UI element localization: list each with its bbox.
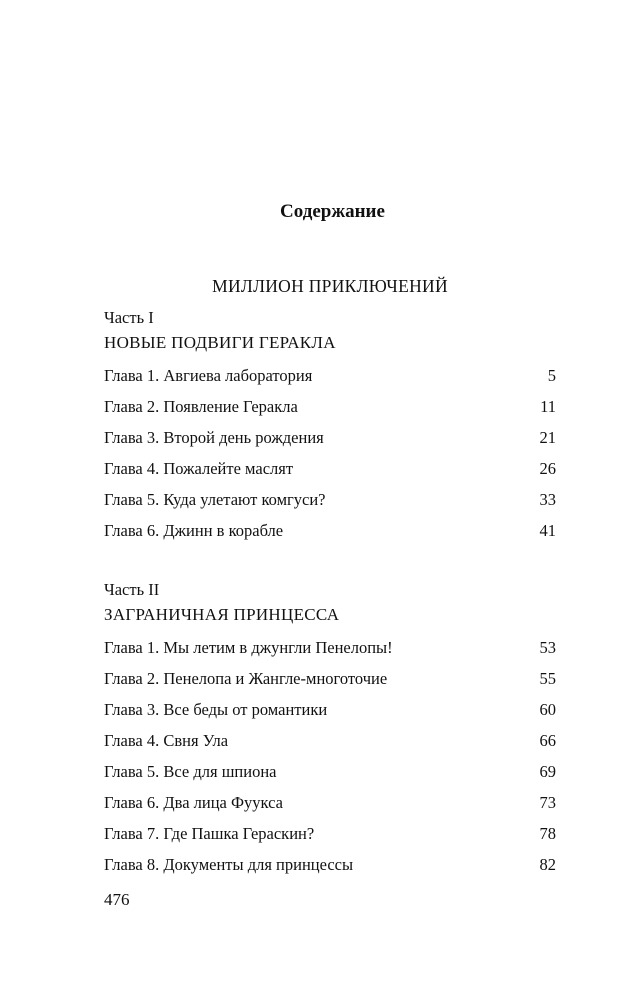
chapter-page: 78: [539, 824, 556, 843]
chapter-title: Глава 2. Пенелопа и Жангле-многоточие: [104, 669, 388, 688]
chapter-title: Глава 2. Появление Геракла: [104, 397, 298, 416]
chapter-page: 5: [547, 366, 556, 385]
part-2-section: [104, 578, 556, 880]
chapter-title: Глава 1. Авгиева лаборатория: [104, 366, 313, 385]
chapter-page: 26: [539, 459, 556, 478]
chapter-title: Глава 4. Пожалейте маслят: [104, 459, 294, 478]
chapter-page: 55: [539, 669, 556, 688]
book-title: МИЛЛИОН ПРИКЛЮЧЕНИЙ: [212, 276, 448, 296]
chapter-title: Глава 4. Свня Ула: [104, 731, 229, 750]
toc-entry[interactable]: [104, 484, 556, 515]
chapter-title: Глава 3. Все беды от романтики: [104, 700, 328, 719]
chapter-page: 60: [539, 700, 556, 719]
chapter-page: 66: [539, 731, 556, 750]
chapter-page: 53: [539, 638, 556, 657]
toc-entry[interactable]: [104, 787, 556, 818]
chapter-page: 33: [539, 490, 556, 509]
toc-entry[interactable]: [104, 422, 556, 453]
chapter-title: Глава 1. Мы летим в джунгли Пенелопы!: [104, 638, 393, 657]
chapter-title: Глава 3. Второй день рождения: [104, 428, 324, 447]
toc-entry[interactable]: [104, 818, 556, 849]
chapter-title: Глава 7. Где Пашка Гераскин?: [104, 824, 315, 843]
toc-entry[interactable]: [104, 725, 556, 756]
toc-entry[interactable]: [104, 632, 556, 663]
part-title: НОВЫЕ ПОДВИГИ ГЕРАКЛА: [104, 333, 336, 352]
chapter-page: 41: [539, 521, 556, 540]
toc-entry[interactable]: [104, 849, 556, 880]
toc-entry[interactable]: [104, 694, 556, 725]
chapter-title: Глава 5. Куда улетают комгуси?: [104, 490, 326, 509]
toc-entry[interactable]: [104, 391, 556, 422]
part-1-section: [104, 306, 556, 546]
chapter-page: 82: [539, 855, 556, 874]
toc-entry[interactable]: [104, 663, 556, 694]
toc-entry[interactable]: [104, 515, 556, 546]
toc-entry[interactable]: [104, 360, 556, 391]
chapter-title: Глава 5. Все для шпиона: [104, 762, 277, 781]
chapter-title: Глава 6. Два лица Фуукса: [104, 793, 283, 812]
part-label: Часть II: [104, 580, 160, 599]
contents-heading: Содержание: [280, 201, 385, 222]
toc-entry[interactable]: [104, 756, 556, 787]
chapter-page: 73: [539, 793, 556, 812]
chapter-title: Глава 8. Документы для принцессы: [104, 855, 354, 874]
chapter-page: 69: [539, 762, 556, 781]
chapter-title: Глава 6. Джинн в корабле: [104, 521, 284, 540]
part-title: ЗАГРАНИЧНАЯ ПРИНЦЕССА: [104, 605, 340, 624]
toc-entry[interactable]: [104, 453, 556, 484]
part-label: Часть I: [104, 308, 154, 327]
chapter-page: 11: [540, 397, 556, 416]
page-number: 476: [104, 890, 130, 909]
chapter-page: 21: [539, 428, 556, 447]
